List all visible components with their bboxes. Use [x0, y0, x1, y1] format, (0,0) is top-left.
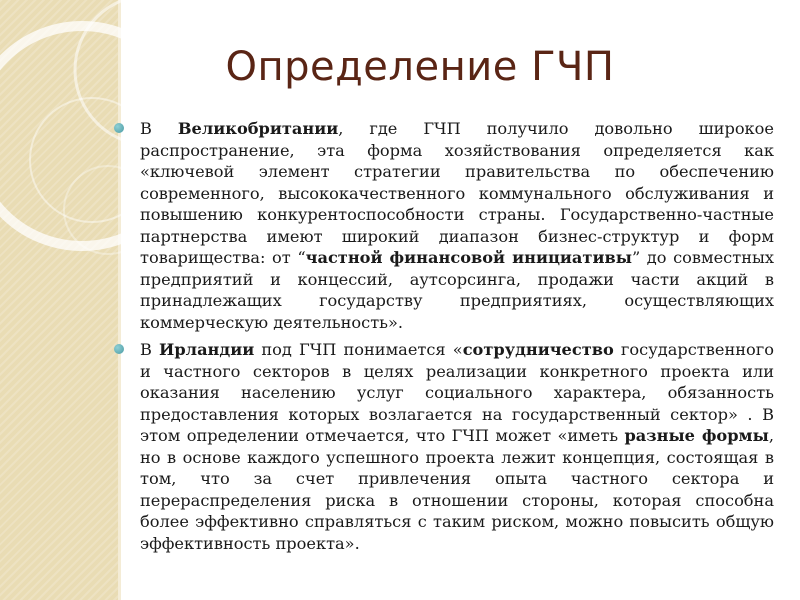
- bold-text: сотрудничество: [462, 340, 614, 359]
- bullet-paragraph: [108, 339, 774, 554]
- bullet-dot-icon: [114, 344, 124, 354]
- text-segment: государственного и частного секторов в целях реализации конкретного проекта или оказания населению услуг социального характера, обязанность предоставления которых возлагается на государственный сектор» . В этом определении отмечается, что ГЧП может «иметь: [140, 340, 774, 445]
- bold-text: разные формы: [624, 426, 769, 445]
- text-segment: В: [140, 119, 178, 138]
- slide-title: Определение ГЧП: [225, 44, 615, 90]
- bold-text: частной финансовой инициативы: [305, 248, 632, 267]
- bullet-list: [108, 118, 774, 560]
- bullet-paragraph: [108, 118, 774, 333]
- bullet-dot-icon: [114, 123, 124, 133]
- bold-text: Ирландии: [159, 340, 255, 359]
- text-segment: ” до совместных предприятий и концессий, аутсорсинга, продажи части акций в принадлежащих государству предприятиях, осуществляющих коммерческую деятельность».: [140, 248, 774, 332]
- text-segment: под ГЧП понимается «: [254, 340, 463, 359]
- bold-text: Великобритании: [177, 119, 339, 138]
- text-segment: , где ГЧП получило довольно широкое распространение, эта форма хозяйствования определяется как «ключевой элемент стратегии правительства по обеспечению современного, высококачественного коммунального обслуживания и повышению конкурентоспособности страны. Государственно-частные партнерства имеют широкий диапазон бизнес-структур и форм товарищества: от “: [140, 119, 775, 267]
- text-segment: В: [140, 340, 160, 359]
- text-segment: , но в основе каждого успешного проекта лежит концепция, состоящая в том, что за счет привлечения опыта частного сектора и перераспределения риска в отношении стороны, которая способна более эффективно справляться с таким риском, можно повысить общую эффективность проекта».: [140, 426, 774, 553]
